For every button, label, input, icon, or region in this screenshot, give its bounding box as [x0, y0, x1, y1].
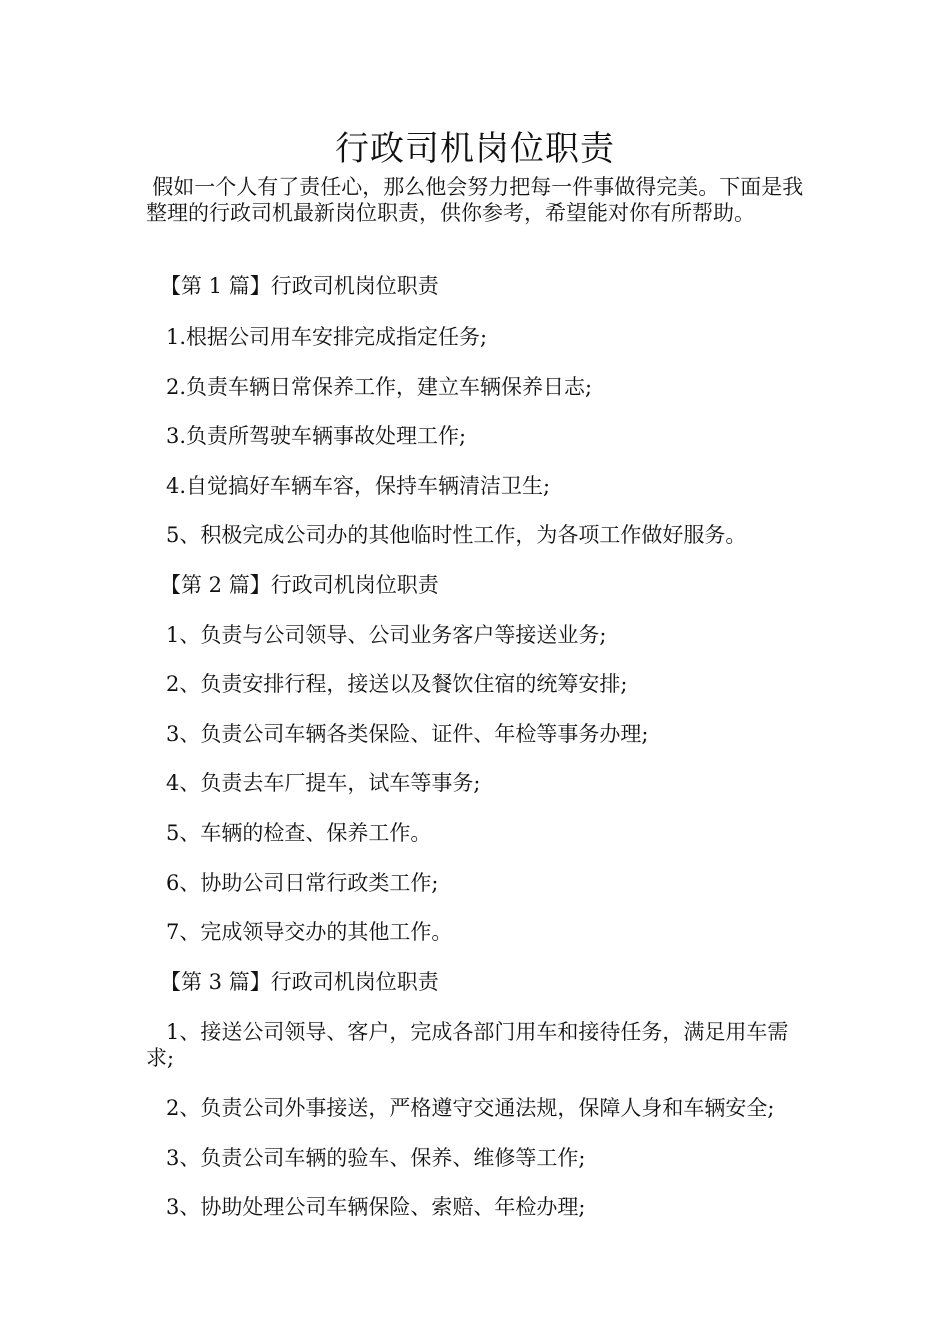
section-3-item-4: 3、协助处理公司车辆保险、索赔、年检办理; — [166, 1195, 586, 1219]
section-1-item-1: 1.根据公司用车安排完成指定任务; — [166, 325, 488, 349]
section-1-item-3: 3.负责所驾驶车辆事故处理工作; — [166, 424, 467, 448]
section-2-item-6: 6、协助公司日常行政类工作; — [166, 871, 439, 895]
section-2-item-7: 7、完成领导交办的其他工作。 — [166, 920, 453, 944]
intro-paragraph: 假如一个人有了责任心，那么他会努力把每一件事做得完美。下面是我整理的行政司机最新岗位职责，供你参考，希望能对你有所帮助。 — [146, 175, 804, 225]
section-3-item-3: 3、负责公司车辆的验车、保养、维修等工作; — [166, 1146, 586, 1170]
section-1-item-4: 4.自觉搞好车辆车容，保持车辆清洁卫生; — [166, 474, 551, 498]
section-2-item-1: 1、负责与公司领导、公司业务客户等接送业务; — [166, 623, 607, 647]
section-1-item-5: 5、积极完成公司办的其他临时性工作，为各项工作做好服务。 — [166, 523, 747, 547]
section-3-heading: 【第 3 篇】行政司机岗位职责 — [160, 970, 439, 994]
section-2-item-5: 5、车辆的检查、保养工作。 — [166, 821, 432, 845]
document-title: 行政司机岗位职责 — [335, 129, 615, 169]
section-1-item-2: 2.负责车辆日常保养工作，建立车辆保养日志; — [166, 375, 593, 399]
section-1-heading: 【第 1 篇】行政司机岗位职责 — [160, 274, 439, 298]
section-3-item-1: 1、接送公司领导、客户，完成各部门用车和接待任务，满足用车需求; — [146, 1020, 789, 1070]
section-2-item-3: 3、负责公司车辆各类保险、证件、年检等事务办理; — [166, 722, 649, 746]
section-2-item-4: 4、负责去车厂提车，试车等事务; — [166, 771, 481, 795]
section-2-heading: 【第 2 篇】行政司机岗位职责 — [160, 573, 439, 597]
section-2-item-2: 2、负责安排行程，接送以及餐饮住宿的统筹安排; — [166, 672, 628, 696]
section-3-item-2: 2、负责公司外事接送，严格遵守交通法规，保障人身和车辆安全; — [166, 1096, 775, 1120]
